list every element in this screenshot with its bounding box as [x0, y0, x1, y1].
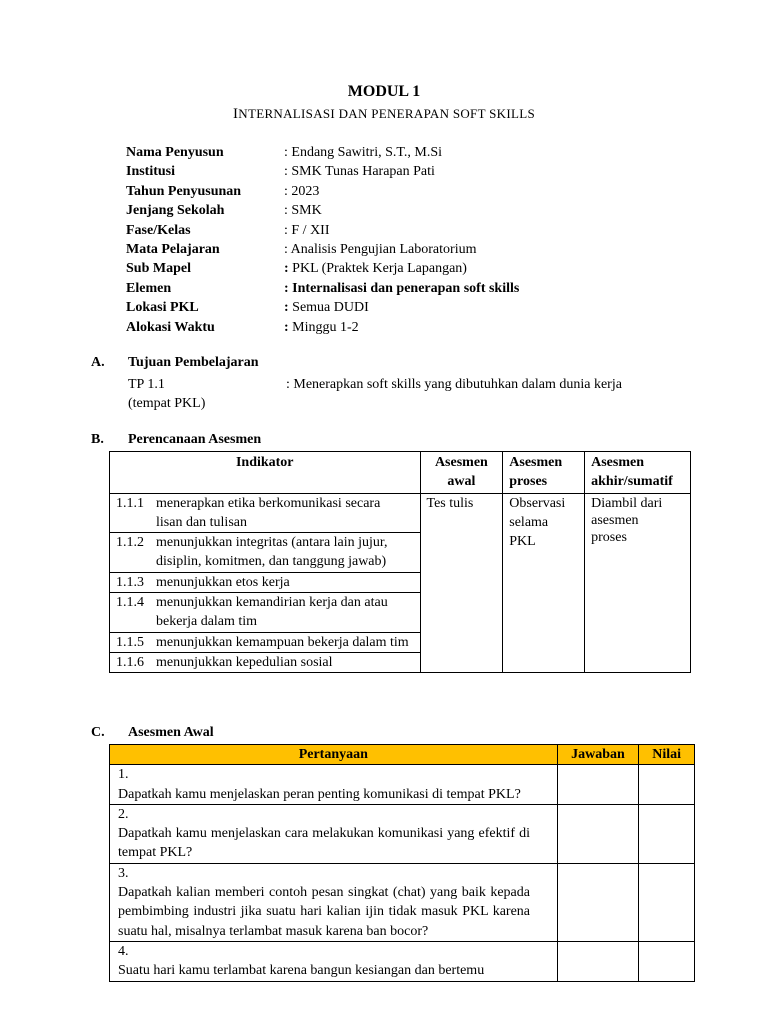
asesmen-proses-cell — [503, 493, 585, 673]
proses-line: Observasi — [509, 495, 566, 511]
identity-value: SMK — [291, 203, 322, 219]
identity-row-institusi — [126, 162, 686, 181]
indicator-number: 1.1.3 — [116, 574, 144, 590]
section-title: Perencanaan Asesmen — [128, 432, 262, 447]
question-text: Dapatkah kalian memberi contoh pesan singkat (chat) yang baik kepada pembimbing industri jika suatu hari kalian ijin tidak masuk PKL karena suatu hal, misalnya terlambat masuk karena ban bocor? — [118, 885, 530, 939]
indicator-cell — [110, 493, 421, 533]
module-title: MODUL 1 — [347, 83, 421, 100]
indicator-text: menerapkan etika berkomunikasi secara lisan dan tulisan — [156, 495, 381, 530]
question-cell — [110, 765, 558, 805]
identity-separator: : — [284, 183, 292, 199]
identity-value: Minggu 1-2 — [292, 319, 359, 335]
asesmen-awal-cell: Tes tulis — [420, 493, 503, 673]
table-row — [110, 804, 695, 863]
section-letter: A. — [91, 355, 105, 370]
identity-value: Semua DUDI — [292, 300, 369, 316]
identity-label: Tahun Penyusunan — [126, 183, 242, 199]
akhir-line: asesmen — [591, 512, 639, 528]
answer-cell[interactable] — [557, 804, 639, 863]
indicator-text: menunjukkan kemandirian kerja dan atau bekerja dalam tim — [156, 595, 388, 630]
table-row — [110, 765, 695, 805]
answer-cell[interactable] — [557, 863, 639, 941]
section-letter: C. — [91, 725, 105, 740]
indicator-cell — [110, 593, 421, 633]
question-number: 3. — [118, 865, 129, 881]
indicator-number: 1.1.1 — [116, 495, 144, 511]
header-jawaban: Jawaban — [557, 745, 639, 765]
table-row — [110, 941, 695, 981]
header-asesmen-proses — [503, 452, 585, 494]
identity-row-fase — [126, 221, 686, 240]
section-title: Tujuan Pembelajaran — [128, 355, 259, 370]
identity-label: Nama Penyusun — [126, 145, 224, 160]
initial-assessment-table — [109, 744, 695, 982]
identity-value: F / XII — [291, 222, 330, 238]
asesmen-akhir-cell — [585, 493, 691, 673]
identity-separator: : — [284, 261, 293, 277]
score-cell[interactable] — [639, 941, 695, 981]
identity-label: Alokasi Waktu — [126, 319, 215, 335]
identity-row-elemen — [126, 279, 686, 298]
section-c-heading — [91, 725, 214, 741]
answer-cell[interactable] — [557, 765, 639, 805]
identity-separator: : — [284, 222, 292, 238]
header-line: proses — [509, 474, 548, 490]
question-number: 2. — [118, 806, 129, 822]
question-text: Dapatkah kamu menjelaskan cara melakukan komunikasi yang efektif di tempat PKL? — [118, 826, 530, 861]
question-text: Suatu hari kamu terlambat karena bangun kesiangan dan bertemu — [118, 963, 485, 979]
identity-label: Jenjang Sekolah — [126, 203, 225, 219]
identity-row-sub-mapel — [126, 259, 686, 278]
identity-separator: : — [284, 300, 293, 316]
header-line: Asesmen — [434, 455, 488, 470]
header-asesmen-akhir — [585, 452, 691, 494]
question-cell — [110, 804, 558, 863]
score-cell[interactable] — [639, 765, 695, 805]
identity-label: Sub Mapel — [126, 261, 191, 277]
header-line: awal — [447, 474, 476, 490]
identity-row-lokasi — [126, 298, 686, 317]
header-indikator: Indikator — [110, 452, 421, 494]
identity-row-nama-penyusun — [126, 143, 686, 162]
question-text: Dapatkah kamu menjelaskan peran penting komunikasi di tempat PKL? — [118, 786, 521, 802]
indicator-cell — [110, 533, 421, 573]
question-number: 4. — [118, 943, 129, 959]
subtitle-rest: NTERNALISASI DAN PENERAPAN SOFT SKILLS — [238, 106, 535, 121]
identity-row-mapel — [126, 240, 686, 259]
tp-text: : Menerapkan soft skills yang dibutuhkan dalam dunia kerja — [286, 377, 622, 392]
indicator-number: 1.1.6 — [116, 654, 144, 670]
akhir-line: proses — [591, 529, 627, 545]
indicator-cell — [110, 572, 421, 592]
question-cell — [110, 941, 558, 981]
question-cell — [110, 863, 558, 941]
identity-separator: : — [284, 203, 292, 219]
identity-row-tahun — [126, 182, 686, 201]
identity-separator: : — [284, 280, 293, 296]
indicator-number: 1.1.2 — [116, 535, 144, 551]
identity-value: 2023 — [291, 183, 320, 199]
assessment-plan-table — [109, 451, 691, 673]
indicator-cell — [110, 632, 421, 652]
table-header-row — [110, 452, 691, 494]
section-b-heading — [91, 432, 261, 448]
header-line: akhir/sumatif — [591, 474, 673, 490]
identity-block — [126, 143, 686, 337]
subtitle-initial: I — [232, 106, 239, 122]
indicator-cell — [110, 652, 421, 672]
table-row — [110, 863, 695, 941]
header-asesmen-awal — [420, 452, 503, 494]
section-letter: B. — [91, 432, 104, 447]
module-subtitle — [0, 106, 768, 123]
akhir-line: Diambil dari — [591, 495, 663, 511]
identity-row-jenjang — [126, 201, 686, 220]
identity-separator: : — [284, 164, 292, 180]
identity-value: PKL (Praktek Kerja Lapangan) — [292, 261, 467, 277]
section-a-heading — [91, 355, 259, 371]
identity-label: Lokasi PKL — [126, 300, 199, 316]
identity-value: Endang Sawitri, S.T., M.Si — [291, 145, 443, 160]
proses-line: PKL — [509, 534, 536, 550]
indicator-text: menunjukkan kepedulian sosial — [156, 654, 333, 670]
identity-label: Elemen — [126, 280, 172, 296]
identity-value: Analisis Pengujian Laboratorium — [290, 241, 477, 257]
indicator-number: 1.1.5 — [116, 634, 144, 650]
header-line: Asesmen — [509, 455, 563, 470]
identity-label: Mata Pelajaran — [126, 241, 220, 257]
table-header-row — [110, 745, 695, 765]
identity-value: Internalisasi dan penerapan soft skills — [292, 280, 520, 296]
header-pertanyaan: Pertanyaan — [110, 745, 558, 765]
identity-value: SMK Tunas Harapan Pati — [291, 164, 435, 180]
table-row — [110, 493, 691, 533]
proses-line: selama — [509, 514, 549, 530]
question-number: 1. — [118, 767, 129, 783]
identity-row-alokasi — [126, 318, 686, 337]
answer-cell[interactable] — [557, 941, 639, 981]
tp-code: TP 1.1 — [128, 377, 165, 392]
indicator-text: menunjukkan integritas (antara lain jujur, disiplin, komitmen, dan tanggung jawab) — [156, 535, 388, 570]
score-cell[interactable] — [639, 804, 695, 863]
identity-separator: : — [284, 241, 291, 257]
indicator-number: 1.1.4 — [116, 595, 144, 611]
identity-label: Fase/Kelas — [126, 222, 191, 238]
section-title: Asesmen Awal — [128, 725, 214, 740]
identity-separator: : — [284, 319, 293, 335]
identity-label: Institusi — [126, 164, 176, 180]
header-nilai: Nilai — [639, 745, 695, 765]
indicator-text: menunjukkan etos kerja — [156, 574, 290, 590]
identity-separator: : — [284, 145, 292, 160]
indicator-text: menunjukkan kemampuan bekerja dalam tim — [156, 634, 409, 650]
score-cell[interactable] — [639, 863, 695, 941]
tp-note: (tempat PKL) — [128, 396, 206, 412]
header-line: Asesmen — [591, 455, 645, 470]
learning-objective — [128, 375, 688, 414]
